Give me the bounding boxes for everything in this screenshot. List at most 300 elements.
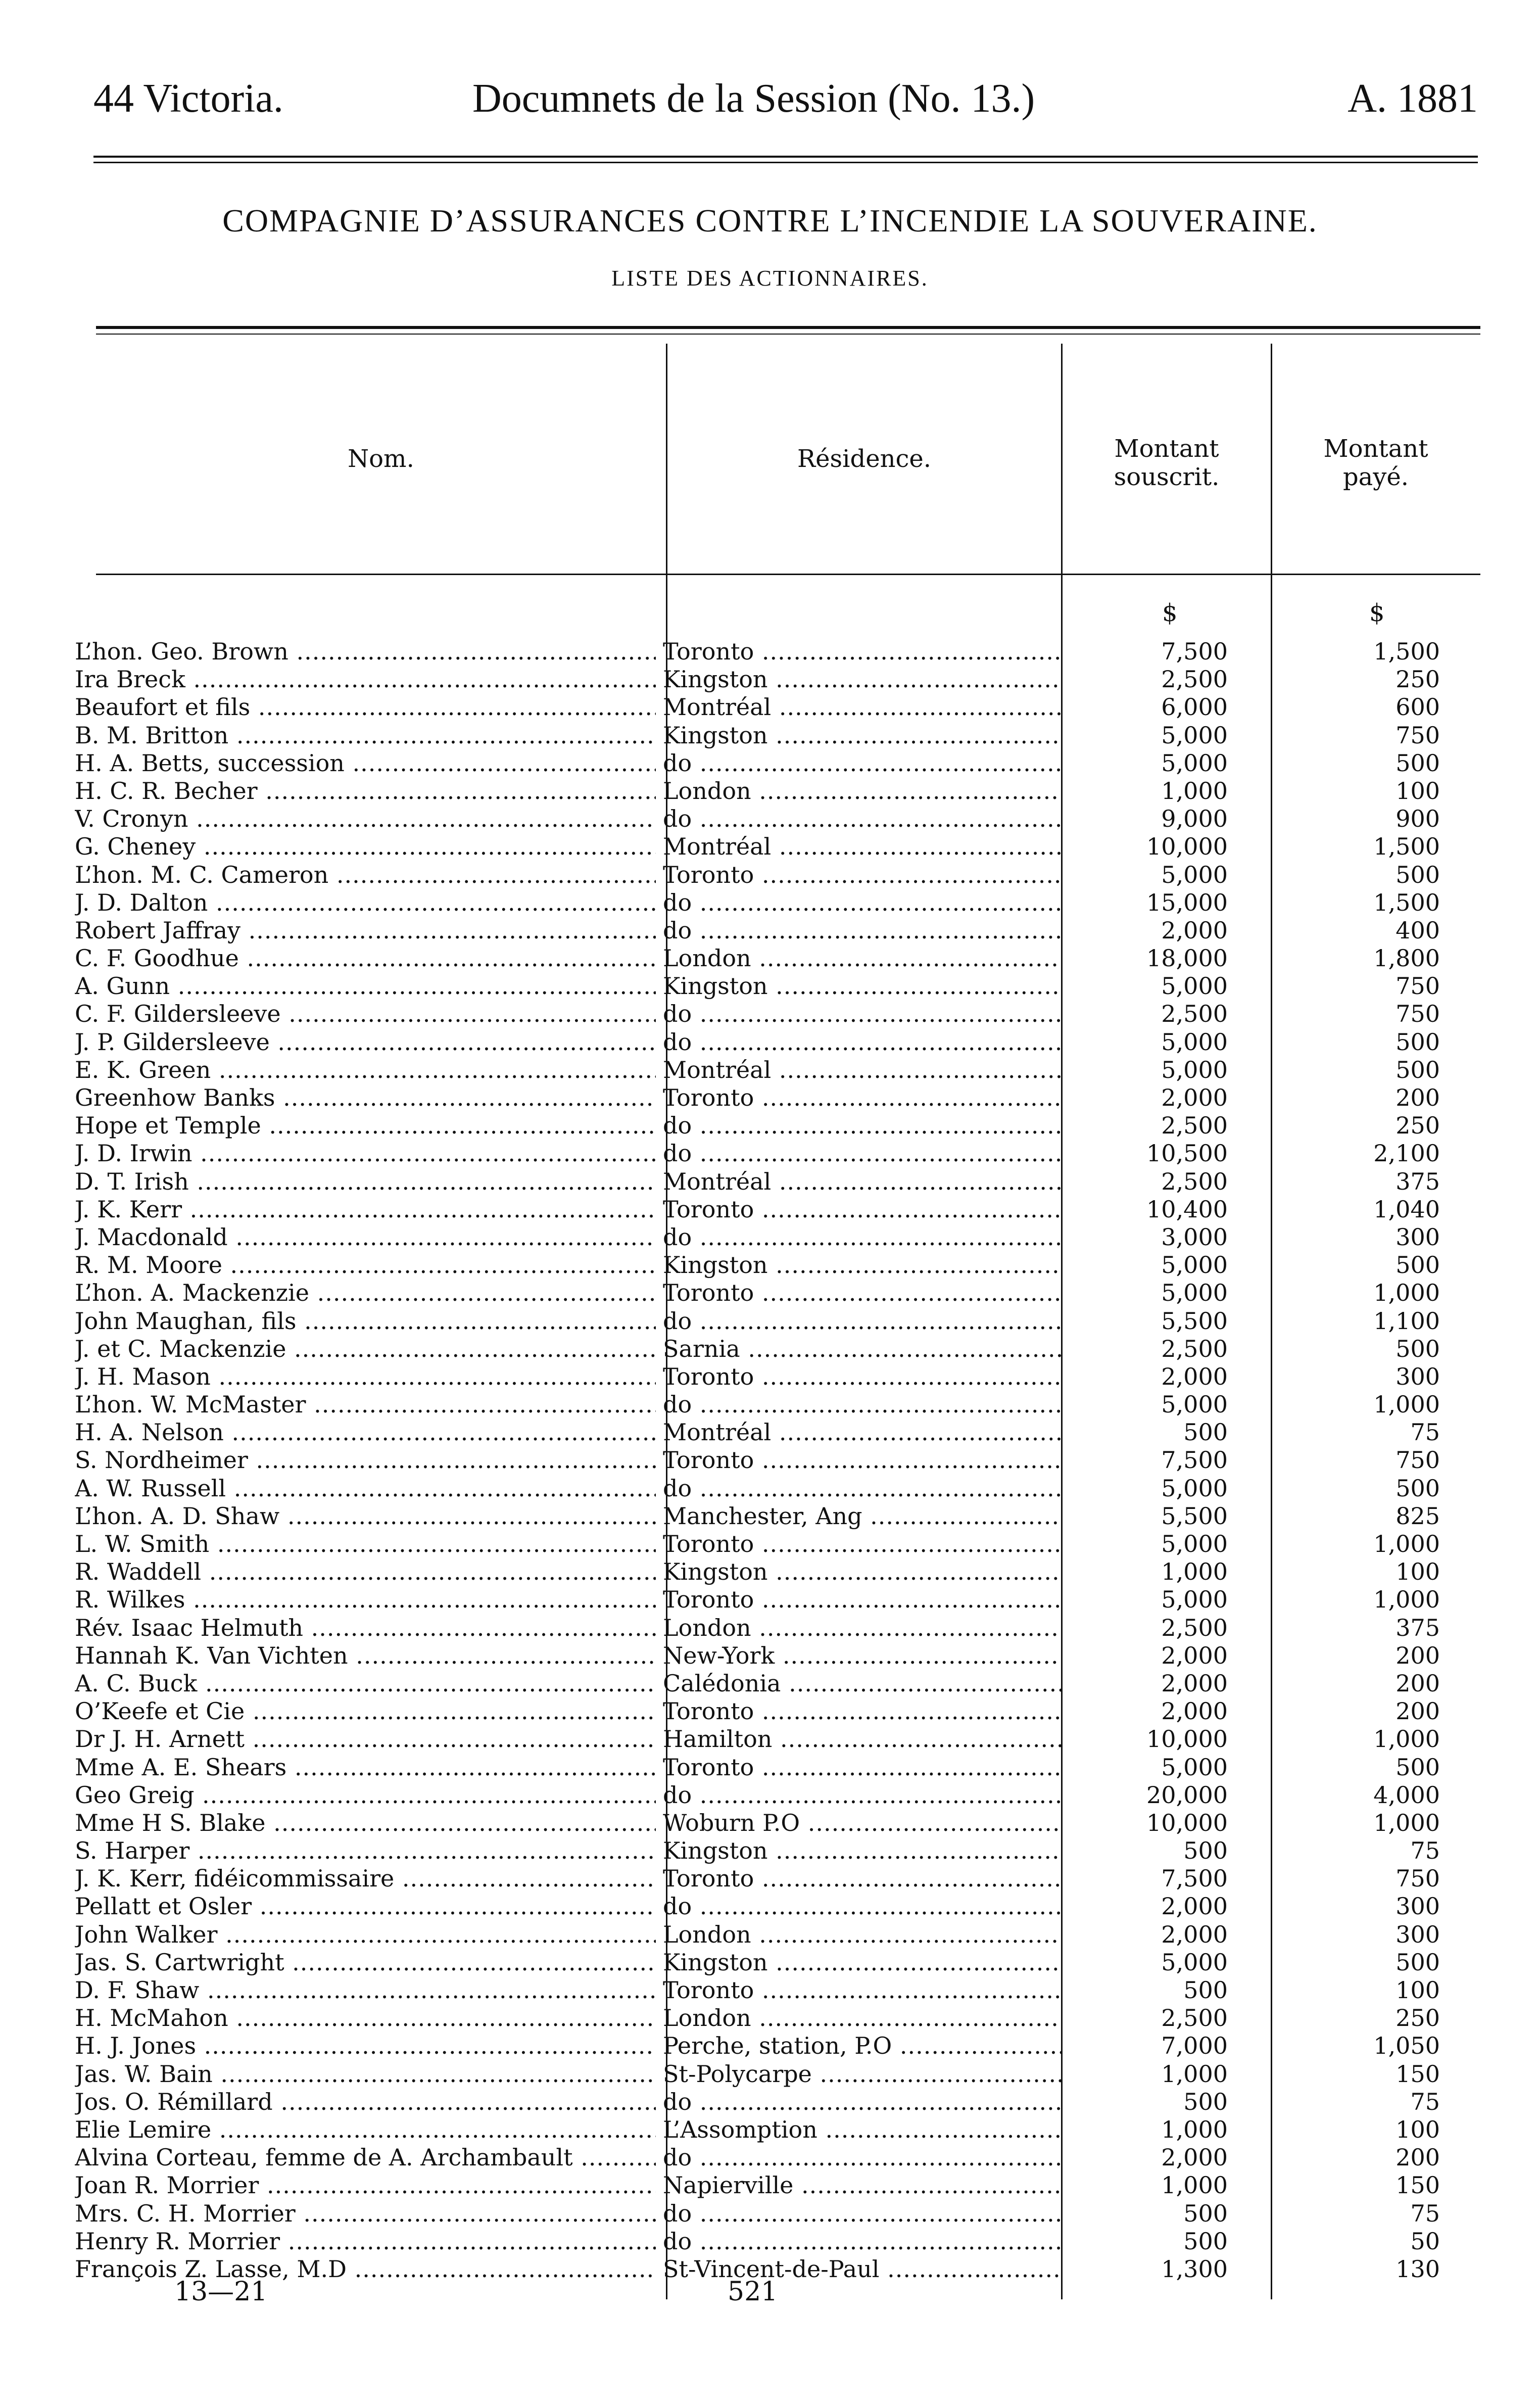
shareholder-residence: London ..... [663, 1614, 1062, 1642]
table-row [0, 2116, 1540, 2144]
amount-paid: 1,100 [1373, 1307, 1440, 1335]
amount-paid: 50 [1410, 2227, 1440, 2255]
shareholder-residence: Kingston ..... [663, 666, 1062, 693]
column-header-subscribed-line1: Montant [1114, 435, 1219, 463]
shareholder-residence: London ..... [663, 1921, 1062, 1949]
shareholder-residence: do ..... [663, 805, 1062, 833]
amount-paid: 400 [1395, 916, 1440, 944]
table-row [0, 1949, 1540, 1976]
shareholder-name: J. et C. Mackenzie ..... [75, 1335, 656, 1363]
amount-subscribed: 10,000 [1146, 833, 1228, 861]
shareholder-name: Greenhow Banks ..... [75, 1084, 656, 1112]
shareholder-residence: Toronto ..... [663, 1279, 1062, 1307]
amount-paid: 75 [1410, 1419, 1440, 1446]
shareholder-residence: Manchester, Ang ..... [663, 1502, 1062, 1530]
table-row [0, 2228, 1540, 2255]
shareholder-name: C. F. Goodhue ..... [75, 945, 656, 972]
shareholder-name: E. K. Green ..... [75, 1056, 656, 1084]
header-rule-top [93, 156, 1478, 158]
table-row [0, 1921, 1540, 1949]
amount-paid: 300 [1395, 1893, 1440, 1920]
amount-subscribed: 9,000 [1161, 805, 1228, 833]
shareholder-residence: Toronto ..... [663, 1530, 1062, 1558]
amount-paid: 750 [1395, 1446, 1440, 1474]
amount-paid: 130 [1395, 2255, 1440, 2283]
amount-subscribed: 15,000 [1146, 888, 1228, 916]
amount-subscribed: 2,500 [1161, 666, 1228, 693]
amount-paid: 75 [1410, 2088, 1440, 2115]
shareholder-residence: London ..... [663, 2004, 1062, 2032]
column-header-subscribed-line2: souscrit. [1114, 463, 1220, 491]
shareholder-residence: Kingston ..... [663, 972, 1062, 1000]
amount-subscribed: 1,000 [1161, 777, 1228, 805]
shareholder-residence: do ..... [663, 1028, 1062, 1056]
shareholder-residence: do ..... [663, 2228, 1062, 2255]
table-row [0, 1502, 1540, 1530]
shareholder-name: John Walker ..... [75, 1921, 656, 1949]
table-row [0, 2200, 1540, 2228]
table-row [0, 1335, 1540, 1363]
shareholder-name: H. J. Jones ..... [75, 2032, 656, 2060]
shareholder-residence: do ..... [663, 2200, 1062, 2228]
column-header-residence: Résidence. [797, 445, 932, 473]
shareholder-name: John Maughan, fils ..... [75, 1307, 656, 1335]
amount-paid: 75 [1410, 2199, 1440, 2227]
column-header-rule [96, 574, 1480, 575]
table-row [0, 1251, 1540, 1279]
amount-paid: 750 [1395, 1865, 1440, 1893]
shareholder-residence: Kingston ..... [663, 1251, 1062, 1279]
amount-paid: 1,000 [1373, 1279, 1440, 1307]
amount-subscribed: 5,000 [1161, 749, 1228, 777]
shareholder-name: Hannah K. Van Vichten ..... [75, 1642, 656, 1670]
amount-paid: 150 [1395, 2171, 1440, 2199]
shareholder-residence: Napierville ..... [663, 2171, 1062, 2199]
column-header-subscribed [1063, 435, 1271, 491]
table-row [0, 833, 1540, 861]
amount-subscribed: 2,500 [1161, 1614, 1228, 1641]
shareholder-name: R. Wilkes ..... [75, 1586, 656, 1614]
table-row [0, 1168, 1540, 1196]
amount-subscribed: 2,500 [1161, 1167, 1228, 1195]
amount-paid: 375 [1395, 1614, 1440, 1641]
amount-subscribed: 5,000 [1161, 1753, 1228, 1781]
column-header-paid [1272, 435, 1479, 491]
amount-paid: 100 [1395, 777, 1440, 805]
shareholder-name: Rév. Isaac Helmuth ..... [75, 1614, 656, 1642]
table-row [0, 2060, 1540, 2088]
page-subtitle: LISTE DES ACTIONNAIRES. [611, 266, 929, 291]
amount-subscribed: 2,000 [1161, 1697, 1228, 1725]
shareholder-name: B. M. Britton ..... [75, 722, 656, 749]
shareholder-residence: do ..... [663, 1000, 1062, 1028]
shareholder-residence: do ..... [663, 2088, 1062, 2116]
amount-subscribed: 18,000 [1146, 945, 1228, 972]
amount-paid: 825 [1395, 1502, 1440, 1530]
amount-subscribed: 5,500 [1161, 1502, 1228, 1530]
running-head [93, 76, 1478, 131]
shareholder-residence: Kingston ..... [663, 1949, 1062, 1976]
amount-paid: 100 [1395, 1558, 1440, 1586]
amount-paid: 900 [1395, 805, 1440, 833]
shareholder-residence: Kingston ..... [663, 1558, 1062, 1586]
table-row [0, 805, 1540, 833]
table-row [0, 1446, 1540, 1474]
shareholder-name: Elie Lemire ..... [75, 2116, 656, 2144]
shareholder-name: Ira Breck ..... [75, 666, 656, 693]
column-header-name: Nom. [348, 445, 414, 473]
shareholder-name: H. McMahon ..... [75, 2004, 656, 2032]
shareholder-name: Jos. O. Rémillard ..... [75, 2088, 656, 2116]
shareholder-name: Hope et Temple ..... [75, 1112, 656, 1140]
amount-subscribed: 1,300 [1161, 2255, 1228, 2283]
shareholder-residence: Woburn P.O ..... [663, 1809, 1062, 1837]
table-row [0, 1976, 1540, 2004]
amount-paid: 150 [1395, 2060, 1440, 2088]
shareholder-residence: do ..... [663, 1475, 1062, 1502]
amount-paid: 2,100 [1373, 1140, 1440, 1167]
shareholder-name: J. D. Irwin ..... [75, 1140, 656, 1167]
amount-subscribed: 1,000 [1161, 1558, 1228, 1586]
amount-subscribed: 3,000 [1161, 1223, 1228, 1251]
table-row [0, 889, 1540, 917]
shareholder-residence: Montréal ..... [663, 1056, 1062, 1084]
amount-subscribed: 500 [1183, 1837, 1228, 1865]
amount-subscribed: 10,400 [1146, 1195, 1228, 1223]
amount-subscribed: 20,000 [1146, 1781, 1228, 1809]
table-row [0, 1614, 1540, 1642]
amount-paid: 300 [1395, 1223, 1440, 1251]
table-row [0, 749, 1540, 777]
amount-paid: 500 [1395, 1474, 1440, 1502]
amount-subscribed: 5,000 [1161, 1279, 1228, 1307]
amount-paid: 750 [1395, 721, 1440, 749]
shareholder-name: Mrs. C. H. Morrier ..... [75, 2200, 656, 2228]
shareholder-residence: do ..... [663, 2144, 1062, 2171]
shareholder-residence: do ..... [663, 1893, 1062, 1920]
shareholder-residence: Montréal ..... [663, 1419, 1062, 1446]
shareholder-residence: Kingston ..... [663, 722, 1062, 749]
shareholder-name: J. K. Kerr, fidéicommissaire ..... [75, 1865, 656, 1893]
table-row [0, 1642, 1540, 1670]
shareholder-name: J. H. Mason ..... [75, 1363, 656, 1391]
shareholder-residence: Toronto ..... [663, 1865, 1062, 1893]
shareholder-residence: do ..... [663, 1307, 1062, 1335]
table-row [0, 1196, 1540, 1223]
shareholder-name: François Z. Lasse, M.D ..... [75, 2255, 656, 2283]
amount-paid: 1,000 [1373, 1391, 1440, 1419]
header-year: A. 1881 [1348, 76, 1478, 121]
table-row [0, 1725, 1540, 1753]
amount-subscribed: 2,000 [1161, 1920, 1228, 1948]
amount-paid: 200 [1395, 1084, 1440, 1111]
shareholder-residence: Toronto ..... [663, 1976, 1062, 2004]
amount-paid: 500 [1395, 861, 1440, 888]
shareholder-residence: do ..... [663, 749, 1062, 777]
amount-paid: 250 [1395, 666, 1440, 693]
table-row [0, 1586, 1540, 1614]
amount-subscribed: 5,000 [1161, 1530, 1228, 1557]
shareholder-name: A. W. Russell ..... [75, 1475, 656, 1502]
table-row [0, 693, 1540, 721]
amount-paid: 1,000 [1373, 1725, 1440, 1753]
page-title: COMPAGNIE D’ASSURANCES CONTRE L’INCENDIE LA SOUVERAINE. [222, 203, 1318, 239]
shareholder-residence: London ..... [663, 777, 1062, 805]
amount-paid: 75 [1410, 1837, 1440, 1865]
amount-paid: 750 [1395, 1000, 1440, 1028]
shareholder-residence: Montréal ..... [663, 1168, 1062, 1196]
amount-paid: 1,500 [1373, 833, 1440, 861]
amount-subscribed: 5,000 [1161, 972, 1228, 1000]
shareholder-name: Mme A. E. Shears ..... [75, 1754, 656, 1781]
shareholder-residence: St-Polycarpe ..... [663, 2060, 1062, 2088]
amount-subscribed: 500 [1183, 1419, 1228, 1446]
shareholder-residence: do ..... [663, 1112, 1062, 1140]
table-row [0, 1000, 1540, 1028]
amount-paid: 1,500 [1373, 888, 1440, 916]
amount-subscribed: 2,500 [1161, 1112, 1228, 1140]
amount-paid: 500 [1395, 1948, 1440, 1976]
shareholder-name: V. Cronyn ..... [75, 805, 656, 833]
amount-subscribed: 5,000 [1161, 721, 1228, 749]
table-row [0, 1837, 1540, 1865]
amount-subscribed: 2,500 [1161, 2004, 1228, 2032]
amount-subscribed: 7,500 [1161, 638, 1228, 665]
shareholder-name: H. A. Betts, succession ..... [75, 749, 656, 777]
table-row [0, 1140, 1540, 1167]
amount-paid: 250 [1395, 2004, 1440, 2032]
amount-paid: 300 [1395, 1362, 1440, 1390]
amount-paid: 200 [1395, 1669, 1440, 1697]
amount-paid: 500 [1395, 1335, 1440, 1362]
amount-paid: 500 [1395, 1251, 1440, 1279]
shareholder-name: S. Harper ..... [75, 1837, 656, 1865]
table-row [0, 2004, 1540, 2032]
amount-subscribed: 1,000 [1161, 2060, 1228, 2088]
header-document-title: Documnets de la Session (No. 13.) [472, 76, 1035, 121]
amount-paid: 500 [1395, 1056, 1440, 1083]
shareholder-name: Beaufort et fils ..... [75, 693, 656, 721]
shareholder-name: Pellatt et Osler ..... [75, 1893, 656, 1920]
amount-subscribed: 5,000 [1161, 1391, 1228, 1419]
table-row [0, 1558, 1540, 1586]
shareholder-name: Dr J. H. Arnett ..... [75, 1725, 656, 1753]
shareholder-residence: New-York ..... [663, 1642, 1062, 1670]
amount-paid: 750 [1395, 972, 1440, 1000]
shareholder-residence: Calédonia ..... [663, 1670, 1062, 1697]
amount-subscribed: 2,500 [1161, 1000, 1228, 1028]
table-row [0, 1865, 1540, 1893]
amount-paid: 100 [1395, 2115, 1440, 2143]
table-row [0, 1809, 1540, 1837]
table-row [0, 1475, 1540, 1502]
currency-subscribed: $ [1162, 599, 1178, 627]
table-rule-top-thin [96, 334, 1480, 335]
shareholder-name: A. C. Buck ..... [75, 1670, 656, 1697]
amount-subscribed: 7,500 [1161, 1446, 1228, 1474]
header-rule-bottom [93, 162, 1478, 163]
shareholder-name: H. A. Nelson ..... [75, 1419, 656, 1446]
table-row [0, 1307, 1540, 1335]
table-row [0, 1670, 1540, 1697]
amount-subscribed: 2,000 [1161, 1362, 1228, 1390]
table-row [0, 972, 1540, 1000]
amount-subscribed: 2,000 [1161, 1084, 1228, 1111]
amount-subscribed: 5,000 [1161, 1948, 1228, 1976]
column-header-paid-line2: payé. [1342, 463, 1409, 491]
table-row [0, 1419, 1540, 1446]
column-header-paid-line1: Montant [1323, 435, 1428, 463]
table-row [0, 666, 1540, 693]
shareholder-name: Mme H S. Blake ..... [75, 1809, 656, 1837]
shareholder-name: A. Gunn ..... [75, 972, 656, 1000]
amount-paid: 200 [1395, 1697, 1440, 1725]
shareholder-residence: Montréal ..... [663, 833, 1062, 861]
table-row [0, 1893, 1540, 1920]
amount-paid: 250 [1395, 1112, 1440, 1140]
shareholder-name: D. T. Irish ..... [75, 1168, 656, 1196]
table-row [0, 1112, 1540, 1140]
shareholder-residence: L’Assomption ..... [663, 2116, 1062, 2144]
shareholder-residence: Toronto ..... [663, 638, 1062, 666]
shareholder-name: L’hon. A. D. Shaw ..... [75, 1502, 656, 1530]
amount-subscribed: 2,000 [1161, 1641, 1228, 1669]
table-row [0, 1223, 1540, 1251]
amount-paid: 1,000 [1373, 1530, 1440, 1557]
amount-subscribed: 5,000 [1161, 1251, 1228, 1279]
table-row [0, 638, 1540, 666]
shareholder-residence: London ..... [663, 945, 1062, 972]
footer-signature: 13—21 [174, 2277, 268, 2307]
shareholder-name: O’Keefe et Cie ..... [75, 1697, 656, 1725]
shareholder-name: Joan R. Morrier ..... [75, 2171, 656, 2199]
shareholder-residence: Toronto ..... [663, 1084, 1062, 1112]
table-row [0, 2032, 1540, 2060]
amount-subscribed: 2,000 [1161, 1893, 1228, 1920]
shareholder-name: L. W. Smith ..... [75, 1530, 656, 1558]
amount-subscribed: 7,000 [1161, 2032, 1228, 2060]
shareholder-name: Henry R. Morrier ..... [75, 2228, 656, 2255]
shareholder-residence: Montréal ..... [663, 693, 1062, 721]
shareholder-name: L’hon. W. McMaster ..... [75, 1391, 656, 1419]
shareholder-residence: Toronto ..... [663, 861, 1062, 889]
shareholder-name: Robert Jaffray ..... [75, 917, 656, 945]
table-row [0, 1279, 1540, 1307]
table-row [0, 1391, 1540, 1419]
table-row [0, 861, 1540, 889]
shareholder-name: L’hon. Geo. Brown ..... [75, 638, 656, 666]
shareholder-residence: Toronto ..... [663, 1697, 1062, 1725]
table-row [0, 1781, 1540, 1809]
table-row [0, 777, 1540, 805]
amount-subscribed: 2,000 [1161, 2144, 1228, 2171]
amount-paid: 100 [1395, 1976, 1440, 2004]
amount-paid: 1,000 [1373, 1586, 1440, 1614]
amount-subscribed: 500 [1183, 2227, 1228, 2255]
table-row [0, 2171, 1540, 2199]
header-session-year: 44 Victoria. [93, 76, 283, 121]
amount-subscribed: 10,000 [1146, 1725, 1228, 1753]
amount-paid: 200 [1395, 2144, 1440, 2171]
amount-paid: 200 [1395, 1641, 1440, 1669]
shareholder-residence: do ..... [663, 1223, 1062, 1251]
shareholder-residence: do ..... [663, 1781, 1062, 1809]
shareholder-name: G. Cheney ..... [75, 833, 656, 861]
amount-paid: 300 [1395, 1920, 1440, 1948]
page-number: 521 [728, 2277, 778, 2307]
amount-subscribed: 10,500 [1146, 1140, 1228, 1167]
shareholder-name: R. M. Moore ..... [75, 1251, 656, 1279]
shareholder-name: R. Waddell ..... [75, 1558, 656, 1586]
shareholder-name: Alvina Corteau, femme de A. Archambault ..... [75, 2144, 656, 2171]
amount-paid: 1,500 [1373, 638, 1440, 665]
amount-paid: 1,040 [1373, 1195, 1440, 1223]
table-row [0, 1084, 1540, 1112]
shareholder-name: S. Nordheimer ..... [75, 1446, 656, 1474]
amount-subscribed: 1,000 [1161, 2171, 1228, 2199]
shareholder-residence: Toronto ..... [663, 1363, 1062, 1391]
shareholder-residence: Toronto ..... [663, 1446, 1062, 1474]
table-row [0, 1697, 1540, 1725]
amount-subscribed: 5,500 [1161, 1307, 1228, 1335]
shareholder-residence: Toronto ..... [663, 1754, 1062, 1781]
shareholder-residence: Hamilton ..... [663, 1725, 1062, 1753]
shareholder-residence: Toronto ..... [663, 1196, 1062, 1223]
amount-paid: 500 [1395, 1028, 1440, 1056]
table-rule-top [96, 326, 1480, 329]
amount-subscribed: 1,000 [1161, 2115, 1228, 2143]
table-row [0, 722, 1540, 749]
table-row [0, 1056, 1540, 1084]
table-row [0, 945, 1540, 972]
amount-paid: 375 [1395, 1167, 1440, 1195]
shareholder-name: J. Macdonald ..... [75, 1223, 656, 1251]
shareholder-residence: do ..... [663, 889, 1062, 917]
amount-paid: 600 [1395, 693, 1440, 721]
shareholder-name: C. F. Gildersleeve ..... [75, 1000, 656, 1028]
amount-subscribed: 5,000 [1161, 1474, 1228, 1502]
shareholder-name: J. D. Dalton ..... [75, 889, 656, 917]
amount-subscribed: 500 [1183, 2088, 1228, 2115]
amount-subscribed: 10,000 [1146, 1809, 1228, 1836]
shareholder-table [0, 638, 1540, 2283]
amount-paid: 1,000 [1373, 1809, 1440, 1836]
table-row [0, 2088, 1540, 2116]
amount-subscribed: 2,500 [1161, 1335, 1228, 1362]
table-row [0, 1754, 1540, 1781]
amount-subscribed: 6,000 [1161, 693, 1228, 721]
shareholder-residence: Perche, station, P.O ..... [663, 2032, 1062, 2060]
amount-subscribed: 5,000 [1161, 1056, 1228, 1083]
table-row [0, 1530, 1540, 1558]
amount-subscribed: 5,000 [1161, 861, 1228, 888]
amount-subscribed: 7,500 [1161, 1865, 1228, 1893]
shareholder-residence: St-Vincent-de-Paul ..... [663, 2255, 1062, 2283]
amount-subscribed: 5,000 [1161, 1028, 1228, 1056]
shareholder-residence: do ..... [663, 917, 1062, 945]
shareholder-residence: do ..... [663, 1391, 1062, 1419]
table-row [0, 2144, 1540, 2171]
shareholder-name: Geo Greig ..... [75, 1781, 656, 1809]
currency-paid: $ [1369, 599, 1385, 627]
shareholder-residence: do ..... [663, 1140, 1062, 1167]
amount-subscribed: 2,000 [1161, 1669, 1228, 1697]
table-row [0, 917, 1540, 945]
shareholder-name: Jas. W. Bain ..... [75, 2060, 656, 2088]
amount-paid: 1,050 [1373, 2032, 1440, 2060]
shareholder-residence: Kingston ..... [663, 1837, 1062, 1865]
amount-paid: 500 [1395, 749, 1440, 777]
